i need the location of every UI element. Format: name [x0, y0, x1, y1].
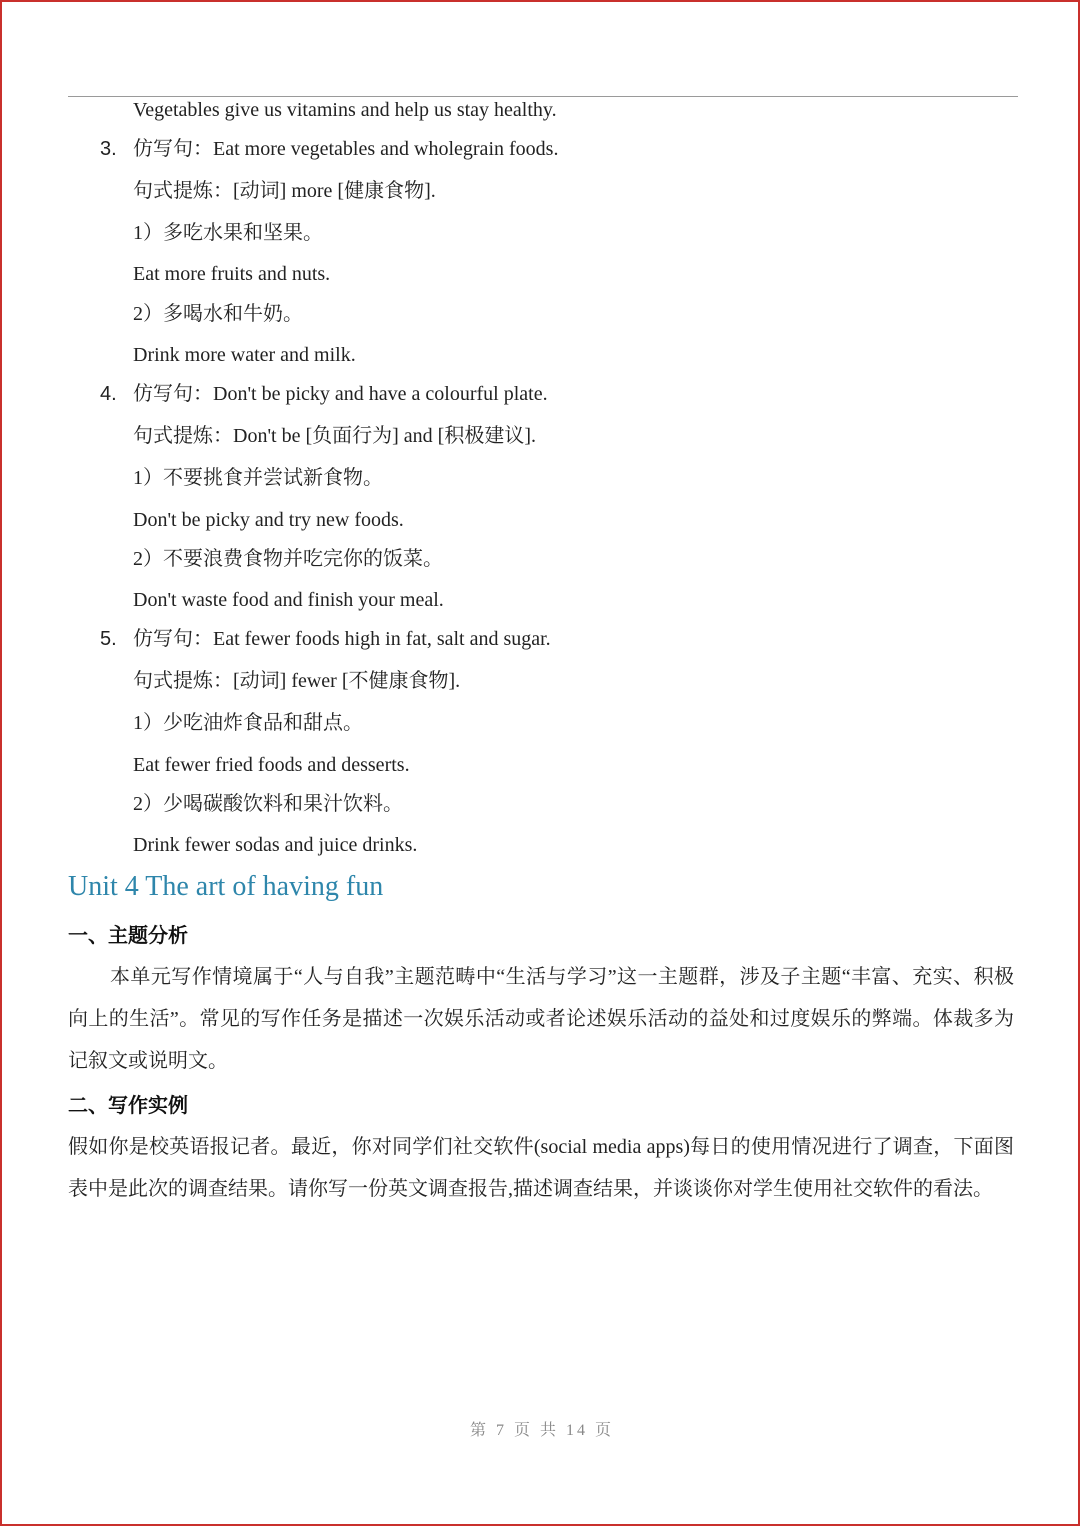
pattern-line: 句式提炼：[动词] more [健康食物].: [133, 180, 436, 202]
pattern-line: 句式提炼：Don't be [负面行为] and [积极建议].: [133, 425, 536, 447]
example-cn: 2）多喝水和牛奶。: [133, 303, 303, 325]
imitate-sentence: 仿写句：Don't be picky and have a colourful plate.: [133, 383, 548, 405]
page-footer: 第 7 页 共 14 页: [469, 1422, 614, 1439]
example-en: Eat fewer fried foods and desserts.: [133, 754, 410, 776]
item-number: 5.: [100, 628, 117, 650]
pattern-line: 句式提炼：[动词] fewer [不健康食物].: [133, 670, 461, 692]
theme-analysis-paragraph: 本单元写作情境属于“人与自我”主题范畴中“生活与学习”这一主题群，涉及子主题“丰富、充实、积极向上的生活”。常见的写作任务是描述一次娱乐活动或者论述娱乐活动的益处和过度娱乐的弊端。体裁多为记叙文或说明文。: [68, 966, 1014, 1072]
example-en: Don't waste food and finish your meal.: [133, 589, 444, 611]
section-heading-example: 二、写作实例: [68, 1093, 188, 1117]
item-number: 4.: [100, 383, 117, 405]
example-cn: 2）不要浪费食物并吃完你的饭菜。: [133, 548, 443, 570]
example-cn: 1）少吃油炸食品和甜点。: [133, 712, 363, 734]
writing-task-paragraph: 假如你是校英语报记者。最近，你对同学们社交软件(social media apps)每日的使用情况进行了调查，下面图表中是此次的调查结果。请你写一份英文调查报告,描述调查结果，并谈谈你对学生使用社交软件的看法。: [68, 1136, 1014, 1200]
example-en: Drink fewer sodas and juice drinks.: [133, 834, 418, 856]
example-en: Drink more water and milk.: [133, 344, 356, 366]
item-number: 3.: [100, 138, 117, 160]
unit-title: Unit 4 The art of having fun: [68, 871, 384, 902]
imitate-sentence: 仿写句：Eat more vegetables and wholegrain foods.: [133, 138, 559, 160]
example-en: Eat more fruits and nuts.: [133, 263, 331, 285]
example-cn: 1）不要挑食并尝试新食物。: [133, 467, 383, 489]
imitate-sentence: 仿写句：Eat fewer foods high in fat, salt and sugar.: [133, 628, 551, 650]
example-cn: 1）多吃水果和坚果。: [133, 222, 323, 244]
example-cn: 2）少喝碳酸饮料和果汁饮料。: [133, 793, 403, 815]
section-heading-theme: 一、主题分析: [68, 923, 188, 947]
continuation-line: Vegetables give us vitamins and help us stay healthy.: [133, 99, 557, 121]
example-en: Don't be picky and try new foods.: [133, 509, 404, 531]
